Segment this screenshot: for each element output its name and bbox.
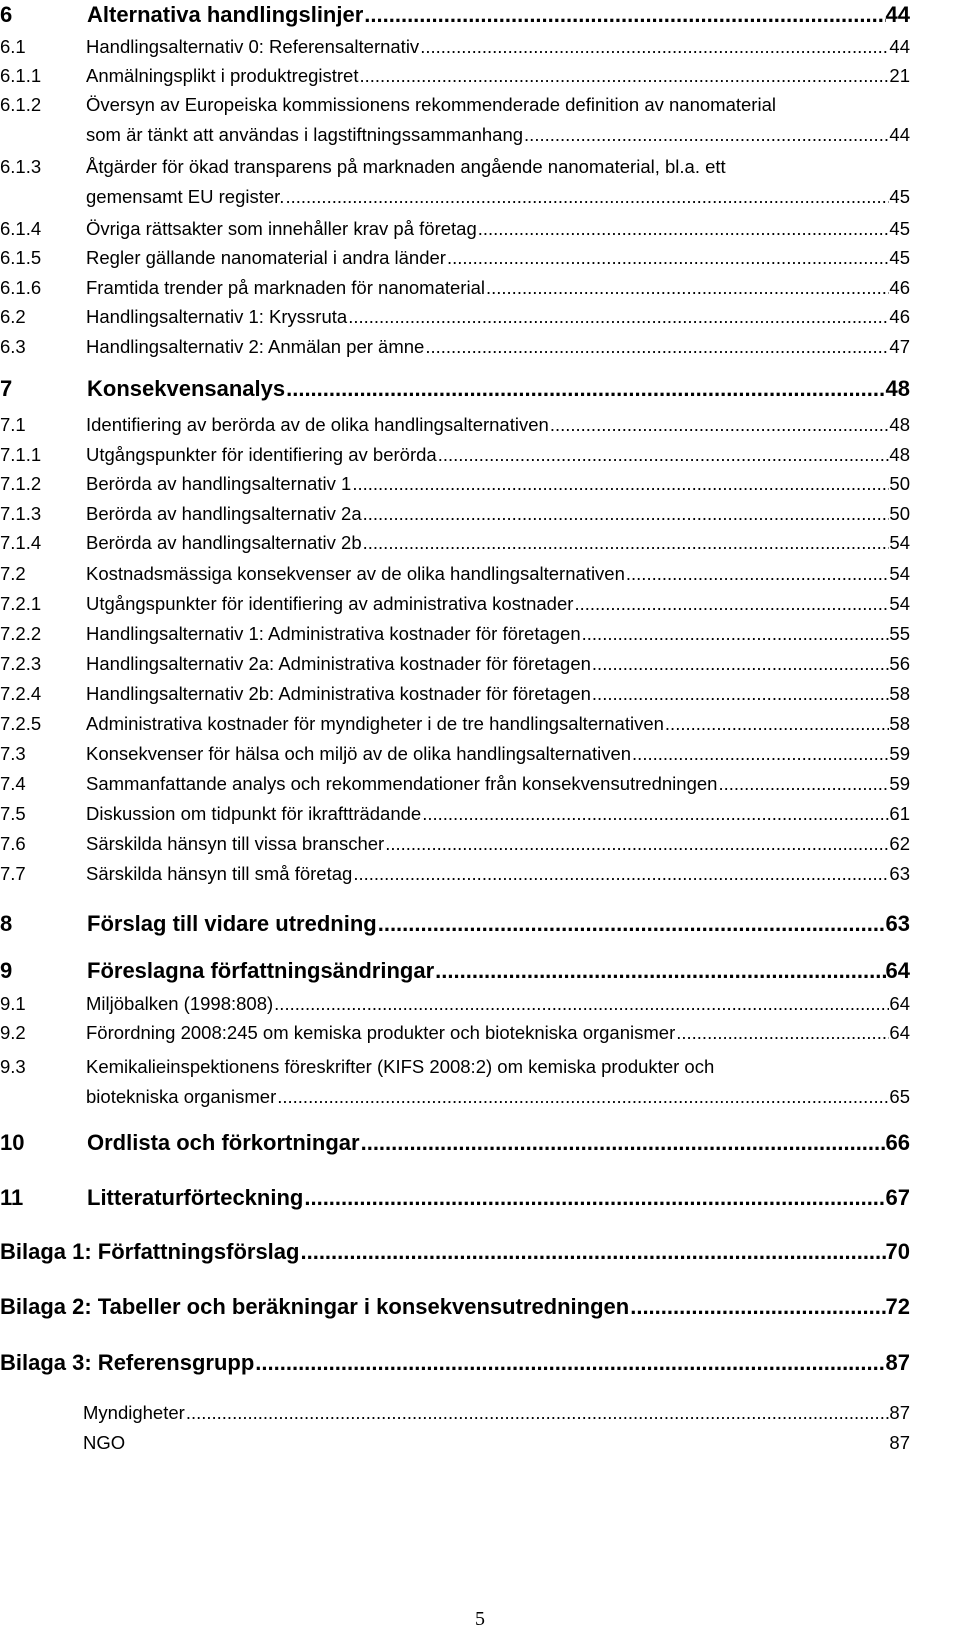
toc-dot-leader (485, 277, 889, 299)
toc-dot-leader (591, 653, 890, 675)
toc-entry-title: som är tänkt att användas i lagstiftningssammanhang (86, 124, 524, 145)
toc-entry-title: Alternativa handlingslinjer (87, 2, 364, 27)
toc-entry-number: 7.1.2 (0, 473, 42, 494)
toc-entry-title: biotekniska organismer (86, 1086, 277, 1107)
toc-entry-page: 58 (889, 683, 910, 704)
toc-entry-page: 65 (889, 1086, 910, 1107)
toc-entry-title: Övriga rättsakter som innehåller krav på företag (86, 218, 477, 239)
toc-dot-leader (352, 863, 889, 885)
toc-entry-title: Handlingsalternativ 2b: Administrativa kostnader för företagen (86, 683, 591, 704)
toc-dot-leader (424, 336, 889, 358)
toc-entry-page: 46 (889, 306, 910, 327)
toc-entry-title: Handlingsalternativ 2a: Administrativa kostnader för företagen (86, 653, 591, 674)
toc-entry-page: 54 (889, 532, 910, 553)
toc-entry-page: 63 (889, 863, 910, 884)
toc-entry-number: 7.2.5 (0, 713, 42, 734)
toc-entry-number: 7.1.1 (0, 444, 42, 465)
toc-entry-page: 64 (889, 1022, 910, 1043)
toc-entry-page: 67 (885, 1185, 910, 1210)
toc-dot-leader (347, 306, 889, 328)
toc-entry-page: 56 (889, 653, 910, 674)
toc-entry-title: Bilaga 3: Referensgrupp (0, 1350, 255, 1375)
toc-entry-page: 61 (889, 803, 910, 824)
toc-entry-page: 63 (885, 911, 910, 936)
toc-entry-number: 6.1.1 (0, 65, 42, 86)
toc-entry-title: Anmälningsplikt i produktregistret (86, 65, 359, 86)
toc-entry-title: Åtgärder för ökad transparens på marknaden angående nanomaterial, bl.a. ett (86, 156, 726, 177)
toc-entry-title: Förslag till vidare utredning (87, 911, 377, 936)
toc-dot-leader (625, 563, 890, 585)
toc-entry-page: 70 (885, 1239, 910, 1264)
toc-entry-number: 7.2 (0, 563, 26, 584)
toc-entry-page: 46 (889, 277, 910, 298)
toc-entry-title: Berörda av handlingsalternativ 1 (86, 473, 352, 494)
toc-entry-title: Konsekvensanalys (87, 376, 286, 401)
toc-entry-page: 44 (885, 2, 910, 27)
toc-entry-page: 87 (885, 1350, 910, 1375)
toc-entry-number: 6.2 (0, 306, 26, 327)
toc-dot-leader (362, 503, 890, 525)
toc-entry-page: 45 (889, 186, 910, 207)
toc-dot-leader (273, 993, 889, 1015)
toc-entry-title: Myndigheter (83, 1402, 185, 1423)
toc-dot-leader (421, 803, 889, 825)
toc-entry-number: 9 (0, 958, 13, 983)
toc-entry-page: 87 (889, 1432, 910, 1453)
toc-entry-page: 50 (889, 503, 910, 524)
toc-entry-title: Utgångspunkter för identifiering av administrativa kostnader (86, 593, 574, 614)
toc-entry-number: 7.1.3 (0, 503, 42, 524)
toc-entry-number: 7.7 (0, 863, 26, 884)
toc-dot-leader (675, 1022, 889, 1044)
toc-entry-title: Bilaga 2: Tabeller och beräkningar i konsekvensutredningen (0, 1294, 630, 1319)
toc-dot-leader (299, 1239, 885, 1265)
toc-entry-title: Konsekvenser för hälsa och miljö av de olika handlingsalternativen (86, 743, 632, 764)
toc-dot-leader (276, 1086, 889, 1108)
toc-dot-leader (419, 36, 889, 58)
toc-entry-title: Kemikalieinspektionens föreskrifter (KIFS 2008:2) om kemiska produkter och (86, 1056, 715, 1077)
toc-entry-title: gemensamt EU register. (86, 186, 285, 207)
toc-entry-title: Handlingsalternativ 1: Kryssruta (86, 306, 348, 327)
toc-dot-leader (477, 218, 890, 240)
toc-entry-page: 58 (889, 713, 910, 734)
toc-entry-number: 6.1.4 (0, 218, 42, 239)
toc-dot-leader (377, 911, 886, 937)
toc-dot-leader (384, 833, 889, 855)
toc-dot-leader (363, 2, 885, 28)
toc-entry-page: 87 (889, 1402, 910, 1423)
toc-entry-page: 44 (889, 124, 910, 145)
toc-dot-leader (185, 1402, 890, 1424)
toc-entry-number: 6.1.6 (0, 277, 42, 298)
toc-entry-title: Särskilda hänsyn till vissa branscher (86, 833, 385, 854)
toc-entry-title: Litteraturförteckning (87, 1185, 304, 1210)
toc-entry-page: 55 (889, 623, 910, 644)
toc-entry-number: 7.2.1 (0, 593, 42, 614)
toc-entry-title: Ordlista och förkortningar (87, 1130, 360, 1155)
toc-entry-number: 7.6 (0, 833, 26, 854)
toc-entry-number: 9.2 (0, 1022, 26, 1043)
toc-entry-page: 62 (889, 833, 910, 854)
toc-entry-page: 47 (889, 336, 910, 357)
toc-entry-title: Regler gällande nanomaterial i andra länder (86, 247, 446, 268)
toc-entry-title: Handlingsalternativ 1: Administrativa kostnader för företagen (86, 623, 581, 644)
toc-dot-leader (523, 124, 889, 146)
toc-entry-number: 10 (0, 1130, 25, 1155)
toc-entry-title: Miljöbalken (1998:808) (86, 993, 274, 1014)
toc-entry-number: 11 (0, 1185, 24, 1210)
toc-entry-title: Administrativa kostnader för myndigheter i de tre handlingsalternativen (86, 713, 664, 734)
toc-entry-number: 9.1 (0, 993, 26, 1014)
toc-dot-leader (360, 1130, 886, 1156)
toc-dot-leader (434, 958, 885, 984)
toc-dot-leader (351, 473, 889, 495)
toc-dot-leader (362, 532, 890, 554)
toc-entry-page: 72 (885, 1294, 910, 1319)
toc-dot-leader (717, 773, 889, 795)
toc-entry-page: 44 (889, 36, 910, 57)
toc-entry-title: Föreslagna författningsändringar (87, 958, 435, 983)
toc-entry-number: 6.1.2 (0, 94, 42, 115)
page-number: 5 (475, 1608, 485, 1630)
toc-entry-page: 48 (889, 444, 910, 465)
toc-entry-page: 59 (889, 773, 910, 794)
toc-entry-title: Sammanfattande analys och rekommendationer från konsekvensutredningen (86, 773, 718, 794)
toc-entry-number: 7.3 (0, 743, 26, 764)
toc-entry-page: 59 (889, 743, 910, 764)
toc-dot-leader (549, 414, 890, 436)
toc-entry-number: 7.4 (0, 773, 26, 794)
toc-entry-page: 64 (889, 993, 910, 1014)
toc-dot-leader (573, 593, 889, 615)
toc-entry-number: 6.3 (0, 336, 26, 357)
toc-dot-leader (285, 376, 885, 402)
toc-entry-number: 9.3 (0, 1056, 26, 1077)
toc-dot-leader (629, 1294, 885, 1320)
toc-entry-title: Bilaga 1: Författningsförslag (0, 1239, 300, 1264)
toc-dot-leader (303, 1185, 885, 1211)
toc-entry-number: 7.2.4 (0, 683, 42, 704)
toc-entry-title: NGO (83, 1432, 126, 1453)
toc-entry-number: 6 (0, 2, 13, 27)
toc-entry-page: 48 (889, 414, 910, 435)
toc-entry-page: 45 (889, 218, 910, 239)
toc-entry-number: 8 (0, 911, 13, 936)
toc-entry-title: Berörda av handlingsalternativ 2a (86, 503, 362, 524)
toc-entry-title: Identifiering av berörda av de olika handlingsalternativen (86, 414, 549, 435)
toc-entry-number: 6.1.5 (0, 247, 42, 268)
toc-entry-title: Berörda av handlingsalternativ 2b (86, 532, 362, 553)
toc-entry-number: 6.1.3 (0, 156, 42, 177)
toc-entry-title: Utgångspunkter för identifiering av berörda (86, 444, 437, 465)
toc-dot-leader (437, 444, 890, 466)
toc-dot-leader (664, 713, 890, 735)
toc-entry-number: 7.1 (0, 414, 26, 435)
toc-entry-title: Översyn av Europeiska kommissionens rekommenderade definition av nanomaterial (86, 94, 776, 115)
toc-entry-title: Kostnadsmässiga konsekvenser av de olika handlingsalternativen (86, 563, 625, 584)
toc-dot-leader (284, 186, 889, 208)
toc-dot-leader (446, 247, 889, 269)
toc-entry-title: Särskilda hänsyn till små företag (86, 863, 353, 884)
toc-entry-title: Handlingsalternativ 0: Referensalternativ (86, 36, 420, 57)
toc-dot-leader (591, 683, 890, 705)
toc-entry-page: 64 (885, 958, 910, 983)
toc-entry-page: 48 (885, 376, 910, 401)
toc-entry-number: 7.5 (0, 803, 26, 824)
toc-entry-page: 54 (889, 593, 910, 614)
toc-entry-title: Handlingsalternativ 2: Anmälan per ämne (86, 336, 425, 357)
toc-dot-leader (359, 65, 890, 87)
toc-entry-page: 50 (889, 473, 910, 494)
toc-dot-leader (631, 743, 889, 765)
toc-entry-number: 6.1 (0, 36, 26, 57)
toc-entry-page: 66 (885, 1130, 910, 1155)
toc-entry-page: 45 (889, 247, 910, 268)
toc-entry-title: Framtida trender på marknaden för nanomaterial (86, 277, 485, 298)
toc-entry-number: 7.1.4 (0, 532, 42, 553)
toc-dot-leader (581, 623, 890, 645)
toc-entry-page: 21 (889, 65, 910, 86)
toc-entry-number: 7.2.3 (0, 653, 42, 674)
toc-entry-title: Diskussion om tidpunkt för ikraftträdande (86, 803, 422, 824)
toc-entry-number: 7.2.2 (0, 623, 42, 644)
toc-entry-title: Förordning 2008:245 om kemiska produkter och biotekniska organismer (86, 1022, 676, 1043)
toc-entry-page: 54 (889, 563, 910, 584)
toc-dot-leader (254, 1350, 885, 1376)
toc-entry-number: 7 (0, 376, 13, 401)
